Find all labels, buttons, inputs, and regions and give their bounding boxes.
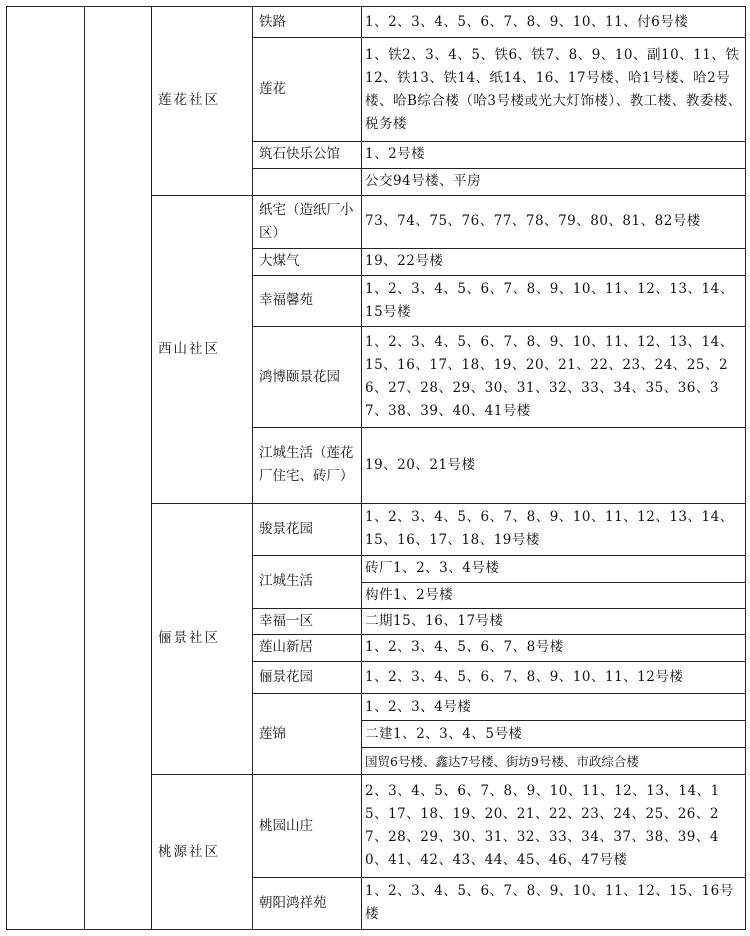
building-list: 1、2、3、4、5、6、7、8、9、10、11、12、13、14、15号楼 bbox=[362, 275, 746, 326]
community-name: 俪景社区 bbox=[152, 503, 253, 775]
building-list: 1、2、3、4、5、6、7、8、9、10、11、12、13、14、15、16、17、18、19、20、21、22、23、24、25、26、27、28、29、30、31、32、33、34、35、36、37、38、39、40、41号楼 bbox=[362, 326, 746, 427]
building-list: 2、3、4、5、6、7、8、9、10、11、12、13、14、15、17、18、19、20、21、22、23、24、25、26、27、28、29、30、31、32、33、34、37、38、39、40、41、42、43、44、45、46、47号楼 bbox=[362, 775, 746, 877]
site-name: 江城生活（莲花厂住宅、砖厂） bbox=[253, 428, 362, 503]
site-name: 桃园山庄 bbox=[253, 775, 362, 877]
building-list: 二期15、16、17号楼 bbox=[362, 608, 746, 634]
table-row bbox=[7, 7, 746, 38]
building-list: 19、20、21号楼 bbox=[362, 428, 746, 503]
building-list: 1、2、3、4、5、6、7、8、9、10、11、12、13、14、15、16、17、18、19号楼 bbox=[362, 503, 746, 555]
community-name: 莲花社区 bbox=[152, 7, 253, 196]
site-name: 莲山新居 bbox=[253, 634, 362, 661]
site-name: 骏景花园 bbox=[253, 503, 362, 555]
site-name: 鸿博颐景花园 bbox=[253, 326, 362, 427]
site-name: 筑石快乐公馆 bbox=[253, 142, 362, 168]
site-name: 铁路 bbox=[253, 7, 362, 38]
building-list: 公交94号楼、平房 bbox=[362, 168, 746, 195]
site-name: 幸福馨苑 bbox=[253, 275, 362, 326]
building-list: 73、74、75、76、77、78、79、80、81、82号楼 bbox=[362, 195, 746, 248]
community-name: 桃源社区 bbox=[152, 775, 253, 930]
building-list: 1、铁2、3、4、5、铁6、铁7、8、9、10、副10、11、铁12、铁13、铁14、纸14、16、17号楼、哈1号楼、哈2号楼、哈B综合楼（哈3号楼或光大灯饰楼）、教工楼、教委楼、税务楼 bbox=[362, 38, 746, 142]
building-list: 砖厂1、2、3、4号楼 bbox=[362, 555, 746, 582]
site-name: 莲锦 bbox=[253, 694, 362, 775]
blank-cell bbox=[7, 7, 85, 930]
community-building-table bbox=[6, 6, 746, 930]
building-list: 1、2、3、4、5、6、7、8号楼 bbox=[362, 634, 746, 661]
building-list: 1、2、3、4、5、6、7、8、9、10、11、12号楼 bbox=[362, 662, 746, 694]
building-list: 国贸6号楼、鑫达7号楼、街坊9号楼、市政综合楼 bbox=[362, 748, 746, 775]
site-name: 纸宅（造纸厂小区） bbox=[253, 195, 362, 248]
building-list: 1、2、3、4、5、6、7、8、9、10、11、付6号楼 bbox=[362, 7, 746, 38]
site-name: 大煤气 bbox=[253, 248, 362, 275]
building-list: 1、2、3、4、5、6、7、8、9、10、11、12、15、16号楼 bbox=[362, 877, 746, 929]
site-name: 江城生活 bbox=[253, 555, 362, 608]
building-list: 构件1、2号楼 bbox=[362, 582, 746, 608]
site-name bbox=[253, 168, 362, 195]
blank-cell bbox=[85, 7, 152, 930]
site-name: 俪景花园 bbox=[253, 662, 362, 694]
community-name: 西山社区 bbox=[152, 195, 253, 503]
building-list: 1、2号楼 bbox=[362, 142, 746, 168]
site-name: 莲花 bbox=[253, 38, 362, 142]
building-list: 1、2、3、4号楼 bbox=[362, 694, 746, 721]
site-name: 朝阳鸿祥苑 bbox=[253, 877, 362, 929]
building-list: 19、22号楼 bbox=[362, 248, 746, 275]
site-name: 幸福一区 bbox=[253, 608, 362, 634]
building-list: 二建1、2、3、4、5号楼 bbox=[362, 721, 746, 748]
